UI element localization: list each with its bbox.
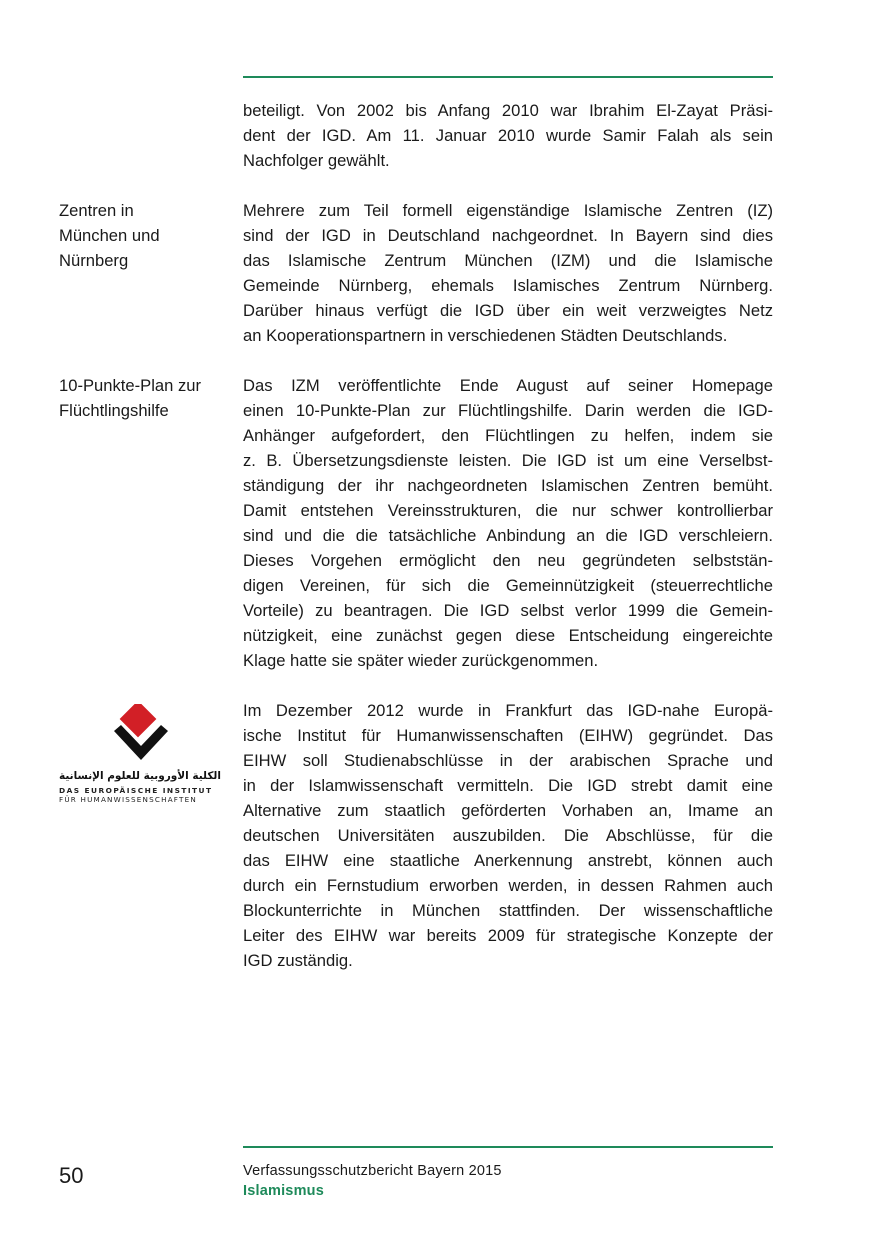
text-line: Das IZM veröffentlichte Ende August auf seiner Homepage: [243, 376, 773, 395]
margin-label-zentren: [59, 198, 234, 273]
text-line: einen 10-Punkte-Plan zur Flüchtlingshilfe. Darin werden die IGD-: [243, 401, 773, 420]
text-line: sind der IGD in Deutschland nachgeordnet. In Bayern sind dies: [243, 226, 773, 245]
footer-rule: [243, 1146, 773, 1148]
text-line: nützigkeit, eine zunächst gegen diese Entscheidung eingereichte: [243, 626, 773, 645]
text-line: Leiter des EIHW war bereits 2009 für strategische Konzepte der: [243, 926, 773, 945]
text-line: Nachfolger gewählt.: [243, 151, 390, 170]
text-line: EIHW soll Studienabschlüsse in der arabischen Sprache und: [243, 751, 773, 770]
text-line: Darüber hinaus verfügt die IGD über ein weit verzweigtes Netz: [243, 301, 773, 320]
text-line: Klage hatte sie später wieder zurückgenommen.: [243, 651, 599, 670]
text-line: durch ein Fernstudium erworben werden, in dessen Rahmen auch: [243, 876, 773, 895]
label-line: Flüchtlingshilfe: [59, 401, 169, 420]
text-line: das Islamische Zentrum München (IZM) und die Islamische: [243, 251, 773, 270]
text-line: Alternative zum staatlich geförderten Vorhaben an, Imame an: [243, 801, 773, 820]
text-line: dent der IGD. Am 11. Januar 2010 wurde Samir Falah als sein: [243, 126, 773, 145]
text-line: Damit entstehen Vereinsstrukturen, die nur schwer kontrollierbar: [243, 501, 773, 520]
paragraph-igd-presidents: [243, 98, 773, 173]
text-line: z. B. Übersetzungsdienste leisten. Die IGD ist um eine Verselbst-: [243, 451, 773, 470]
label-line: Nürnberg: [59, 251, 129, 270]
text-line: beteiligt. Von 2002 bis Anfang 2010 war Ibrahim El-Zayat Präsi-: [243, 101, 773, 120]
label-line: 10-Punkte-Plan zur: [59, 376, 202, 395]
paragraph-zentren: [243, 198, 773, 348]
eihw-logo-name-line1: DAS EUROPÄISCHE INSTITUT: [59, 786, 213, 795]
label-line: München und: [59, 226, 160, 245]
text-line: ische Institut für Humanwissenschaften (EIHW) gegründet. Das: [243, 726, 773, 745]
footer-section-name: Islamismus: [243, 1183, 324, 1199]
page-number: 50: [59, 1163, 84, 1188]
text-line: Gemeinde Nürnberg, ehemals Islamisches Zentrum Nürnberg.: [243, 276, 773, 295]
text-line: Dieses Vorgehen ermöglicht den neu gegründeten selbststän-: [243, 551, 773, 570]
text-line: deutschen Universitäten auszubilden. Die Abschlüsse, für die: [243, 826, 773, 845]
eihw-logo-name-line2: FÜR HUMANWISSENSCHAFTEN: [59, 795, 197, 804]
eihw-logo-arabic-name: الكلية الأوروبية للعلوم الإنسانية: [59, 770, 221, 782]
text-line: sind und die die tatsächliche Anbindung an die IGD verschleiern.: [243, 526, 773, 545]
text-line: digen Vereinen, für sich die Gemeinnützigkeit (steuerrechtliche: [243, 576, 773, 595]
text-line: Mehrere zum Teil formell eigenständige Islamische Zentren (IZ): [243, 201, 773, 220]
text-line: das EIHW eine staatliche Anerkennung anstrebt, können auch: [243, 851, 773, 870]
footer-report-title: Verfassungsschutzbericht Bayern 2015: [243, 1163, 502, 1179]
eihw-logo-mark-icon: [111, 704, 171, 766]
label-line: Zentren in: [59, 201, 134, 220]
header-rule: [243, 76, 773, 78]
text-line: Blockunterrichte in München stattfinden. Der wissenschaftliche: [243, 901, 773, 920]
text-line: in der Islamwissenschaft vermitteln. Die IGD strebt damit eine: [243, 776, 773, 795]
eihw-logo: [59, 704, 224, 808]
text-line: Anhänger aufgefordert, den Flüchtlingen zu helfen, indem sie: [243, 426, 773, 445]
text-line: ständigung der ihr nachgeordneten Islamischen Zentren bemüht.: [243, 476, 773, 495]
text-line: Vorteile) zu beantragen. Die IGD selbst verlor 1999 die Gemein-: [243, 601, 773, 620]
text-line: an Kooperationspartnern in verschiedenen Städten Deutschlands.: [243, 326, 728, 345]
paragraph-fluechtlingshilfe: [243, 373, 773, 673]
margin-label-10-punkte-plan: [59, 373, 234, 423]
paragraph-eihw: [243, 698, 773, 973]
text-line: Im Dezember 2012 wurde in Frankfurt das IGD-nahe Europä-: [243, 701, 773, 720]
text-line: IGD zuständig.: [243, 951, 353, 970]
